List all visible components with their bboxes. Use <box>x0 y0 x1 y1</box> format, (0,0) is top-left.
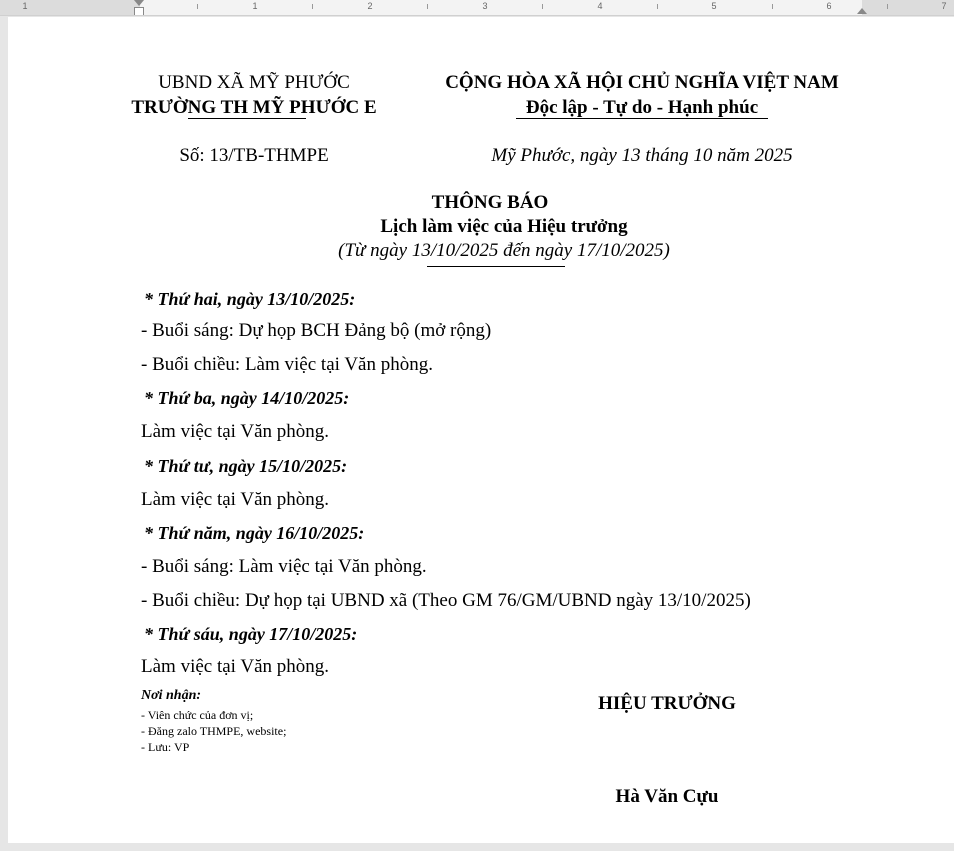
document-period: (Từ ngày 13/10/2025 đến ngày 17/10/2025) <box>338 240 670 261</box>
document-title: THÔNG BÁO <box>431 192 549 213</box>
day-heading-friday: * Thứ sáu, ngày 17/10/2025: <box>144 624 358 644</box>
schedule-item: Làm việc tại Văn phòng. <box>141 421 330 442</box>
nation-motto: Độc lập - Tự do - Hạnh phúc <box>525 97 759 118</box>
ruler-tick <box>772 4 773 9</box>
document-subtitle: Lịch làm việc của Hiệu trưởng <box>380 216 628 237</box>
document-number: Số: 13/TB-THMPE <box>179 145 329 166</box>
document-page[interactable] <box>8 17 954 843</box>
right-indent-marker[interactable] <box>857 8 867 14</box>
ruler-right-margin <box>862 0 954 15</box>
ruler-number: 1 <box>252 1 258 11</box>
schedule-item: - Buổi chiều: Dự họp tại UBND xã (Theo GM 76/GM/UBND ngày 13/10/2025) <box>141 590 751 611</box>
ruler-tick <box>312 4 313 9</box>
day-heading-wednesday: * Thứ tư, ngày 15/10/2025: <box>144 456 348 476</box>
signer-name: Hà Văn Cựu <box>615 786 719 807</box>
day-heading-thursday: * Thứ năm, ngày 16/10/2025: <box>144 523 365 543</box>
recipient-item: - Lưu: VP <box>141 740 190 754</box>
school-name: TRƯỜNG TH MỸ PHƯỚC E <box>131 97 377 118</box>
recipients-label: Nơi nhận: <box>141 688 202 703</box>
schedule-item: - Buổi chiều: Làm việc tại Văn phòng. <box>141 354 433 375</box>
left-indent-marker[interactable] <box>134 7 144 16</box>
ruler-tick <box>887 4 888 9</box>
first-line-indent-marker[interactable] <box>134 0 144 6</box>
schedule-item: Làm việc tại Văn phòng. <box>141 489 330 510</box>
schedule-item: Làm việc tại Văn phòng. <box>141 656 330 677</box>
ruler-number: 1 <box>22 1 28 11</box>
recipient-item: - Viên chức của đơn vị; <box>141 708 254 722</box>
horizontal-ruler[interactable] <box>0 0 954 16</box>
agency-name: UBND XÃ MỸ PHƯỚC <box>158 72 350 93</box>
ruler-number: 6 <box>826 1 832 11</box>
title-rule <box>427 266 565 267</box>
day-heading-monday: * Thứ hai, ngày 13/10/2025: <box>144 289 356 309</box>
ruler-number: 7 <box>941 1 947 11</box>
signer-title: HIỆU TRƯỞNG <box>598 693 736 714</box>
ruler-number: 4 <box>597 1 603 11</box>
nation-title: CỘNG HÒA XÃ HỘI CHỦ NGHĨA VIỆT NAM <box>445 72 839 93</box>
ruler-tick <box>427 4 428 9</box>
day-heading-tuesday: * Thứ ba, ngày 14/10/2025: <box>144 388 350 408</box>
ruler-tick <box>657 4 658 9</box>
ruler-number: 5 <box>711 1 717 11</box>
ruler-tick <box>542 4 543 9</box>
ruler-left-margin <box>0 0 140 15</box>
motto-rule <box>516 118 768 119</box>
school-name-rule <box>188 118 306 119</box>
ruler-number: 2 <box>367 1 373 11</box>
recipient-item: - Đăng zalo THMPE, website; <box>141 724 287 738</box>
ruler-tick <box>197 4 198 9</box>
ruler-number: 3 <box>482 1 488 11</box>
schedule-item: - Buổi sáng: Dự họp BCH Đảng bộ (mở rộng) <box>141 320 492 341</box>
schedule-item: - Buổi sáng: Làm việc tại Văn phòng. <box>141 556 427 577</box>
place-date: Mỹ Phước, ngày 13 tháng 10 năm 2025 <box>491 145 793 166</box>
